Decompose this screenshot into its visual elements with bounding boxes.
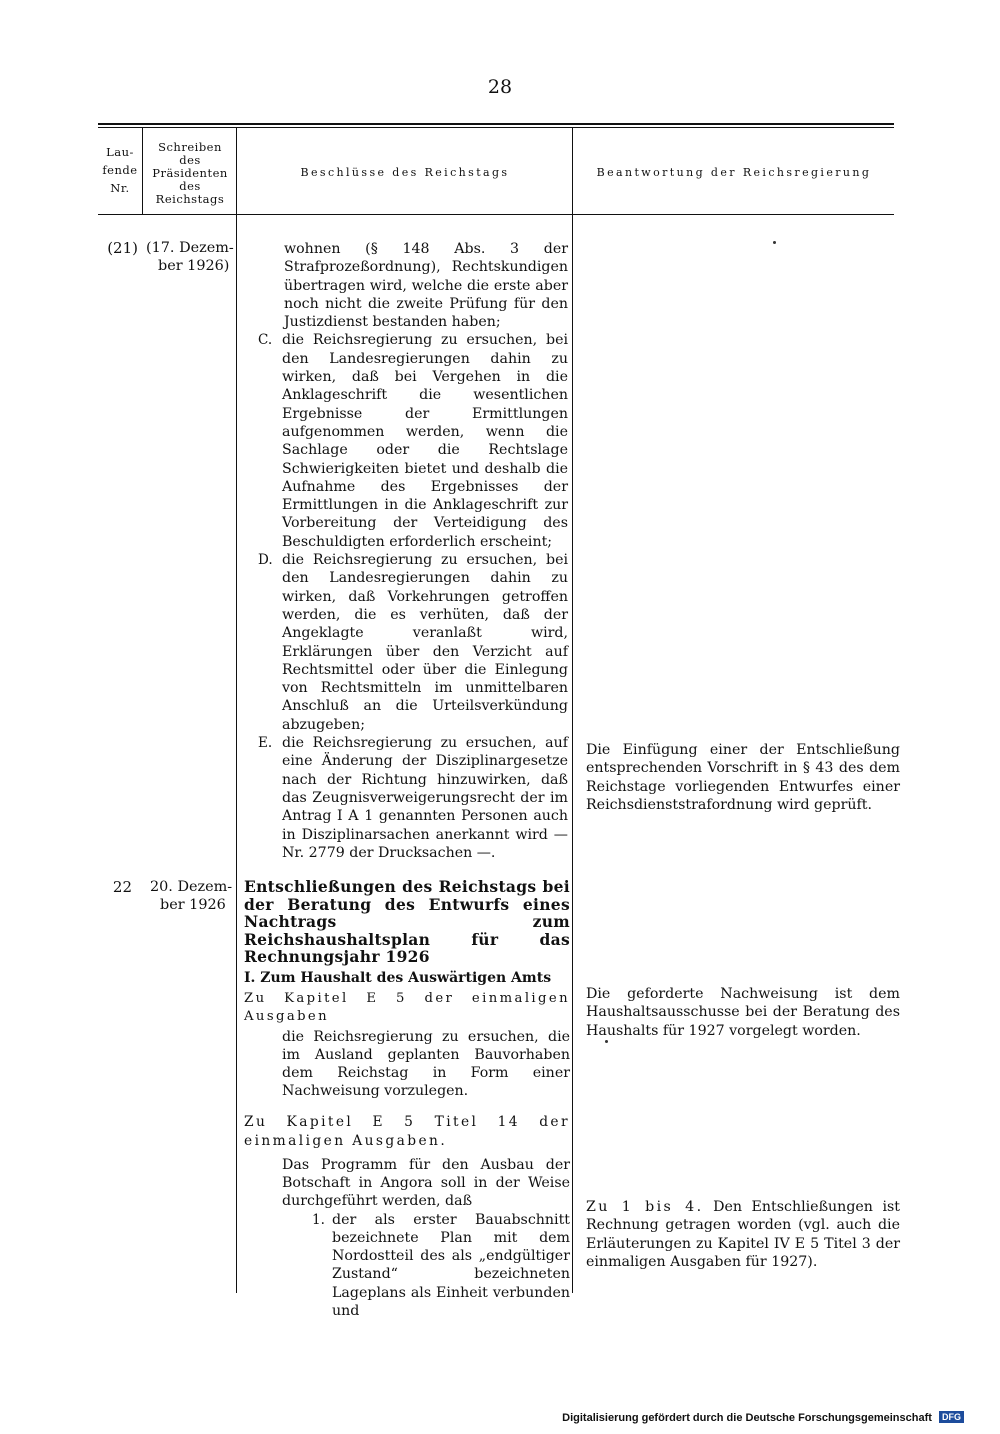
header-beantwortung: Beantwortung der Reichsregierung (596, 166, 872, 179)
row-21-item-e (258, 734, 568, 862)
row-22-item-1 (312, 1211, 570, 1321)
row-22-subheading: I. Zum Haushalt des Auswärtigen Amts (244, 969, 552, 986)
item-label: E. (258, 735, 273, 752)
dfg-logo: DFG (939, 1411, 964, 1423)
header-schreiben-line: Schreiben (158, 140, 222, 154)
row-22-resolution (244, 878, 570, 1320)
row-21-item-c (258, 331, 568, 551)
row-21-intro: wohnen (§ 148 Abs. 3 der Strafprozeßordnung), Rechtskundigen übertragen wird, welche die erste aber noch nicht die zweite Prüfung für den Justizdienst bestanden haben; (284, 241, 568, 331)
kapitel-e5-heading: Zu Kapitel E 5 der einmaligen Ausgaben (244, 990, 570, 1024)
row-21-resolution (258, 240, 568, 862)
answer-2-text: Den Entschließungen ist Rechnung getragen worden (vgl. auch die Erläuterungen zu Kapitel IV E 5 Titel 3 der einmaligen Ausgaben für 1927). (586, 1199, 901, 1270)
table-top-rule-thin (98, 127, 894, 128)
row-22-date-line: ber 1926 (160, 897, 226, 913)
header-schreiben-line: des (179, 179, 201, 193)
row-22-answer-2 (586, 1198, 900, 1271)
row-21-answer: Die Einfügung einer der Entschließung entsprechenden Vorschrift in § 43 des dem Reichstage vorliegenden Entwurfes einer Reichsdienststrafordnung wird geprüft. (586, 742, 900, 813)
page-number: 28 (487, 76, 513, 98)
kapitel-e5-titel14-text: Das Programm für den Ausbau der Botschaft in Angora soll in der Weise durchgeführt werden, daß (282, 1156, 570, 1210)
table-top-rule (98, 123, 894, 125)
kapitel-e5-text: die Reichsregierung zu ersuchen, die im Ausland geplanten Bauvorhaben dem Reichstag in Form einer Nachweisung vorzulegen. (282, 1028, 570, 1100)
row-21-date (146, 239, 236, 275)
table-header-rule (98, 214, 894, 215)
item-label: C. (258, 332, 273, 349)
header-laufende-nr-line: Lau- (106, 145, 134, 159)
header-schreiben-line: Reichstags (155, 192, 225, 206)
header-schreiben-line: des (179, 153, 201, 167)
header-laufende-nr-line: Nr. (110, 181, 130, 195)
row-21-date-line: (17. Dezem- (146, 240, 234, 256)
item-text: der als erster Bauabschnitt bezeichnete Plan mit dem Nordostteil des als „endgültiger Zustand“ bezeichneten Lageplans als Einheit verbunden und (332, 1211, 570, 1320)
speck-mark (773, 241, 776, 244)
item-text: die Reichsregierung zu ersuchen, bei den Landesregierungen dahin zu wirken, daß Vorkehrungen getroffen werden, die es verhüten, daß der Angeklagte veranlaßt wird, Erklärungen über den Verzicht auf Rechtsmittel oder über die Einlegung von Rechtsmitteln im unmittelbaren Anschluß an die Urteilsverkündung abzugeben; (282, 552, 568, 733)
column-divider-1 (142, 127, 143, 215)
footer-text: Digitalisierung gefördert durch die Deutsche Forschungsgemeinschaft (562, 1412, 932, 1424)
kapitel-e5-titel14-heading: Zu Kapitel E 5 Titel 14 der einmaligen Ausgaben. (244, 1113, 570, 1149)
header-beschluesse: Beschlüsse des Reichstags (300, 166, 510, 179)
speck-mark (605, 1040, 608, 1043)
header-laufende-nr-line: fende (102, 163, 138, 177)
row-22-date-line: 20. Dezem- (150, 879, 233, 895)
header-schreiben (144, 141, 236, 206)
row-22-answer-1: Die geforderte Nachweisung ist dem Haushaltsausschusse bei der Beratung des Haushalts für 1927 vorgelegt worden. (586, 986, 900, 1039)
row-22-date (150, 878, 236, 914)
item-text: die Reichsregierung zu ersuchen, bei den Landesregierungen dahin zu wirken, daß bei Vergehen in die Anklageschrift die wesentlichen Ergebnisse der Ermittlungen aufgenommen werden, wenn die Sachlage oder die Rechtslage Schwierigkeiten bietet und deshalb die Aufnahme des Ergebnisses der Ermittlungen in die Anklageschrift zur Vorbereitung der Verteidigung des Beschuldigten erforderlich erscheint; (282, 332, 568, 550)
answer-2-lead: Zu 1 bis 4. (586, 1199, 704, 1215)
row-21-item-d (258, 551, 568, 734)
digitization-footer (562, 1411, 964, 1424)
header-laufende-nr (100, 146, 140, 195)
row-21-number: (21) (107, 239, 138, 257)
row-22-heading: Entschließungen des Reichstags bei der Beratung des Entwurfs eines Nachtrags zum Reichshaushaltsplan für das Rechnungsjahr 1926 (244, 877, 570, 966)
item-label: 1. (312, 1211, 325, 1228)
row-21-date-line: ber 1926) (158, 258, 230, 274)
row-22-number: 22 (112, 878, 132, 896)
item-text: die Reichsregierung zu ersuchen, auf eine Änderung der Disziplinargesetze nach der Richtung hinzuwirken, daß das Zeugnisverweigerungsrecht der im Antrag I A 1 genannten Personen auch in Disziplinarsachen anerkannt wird — Nr. 2779 der Drucksachen —. (282, 735, 568, 861)
column-divider-2 (236, 127, 237, 1293)
header-schreiben-line: Präsidenten (152, 166, 228, 180)
column-divider-3 (572, 127, 573, 1293)
item-label: D. (258, 552, 273, 569)
